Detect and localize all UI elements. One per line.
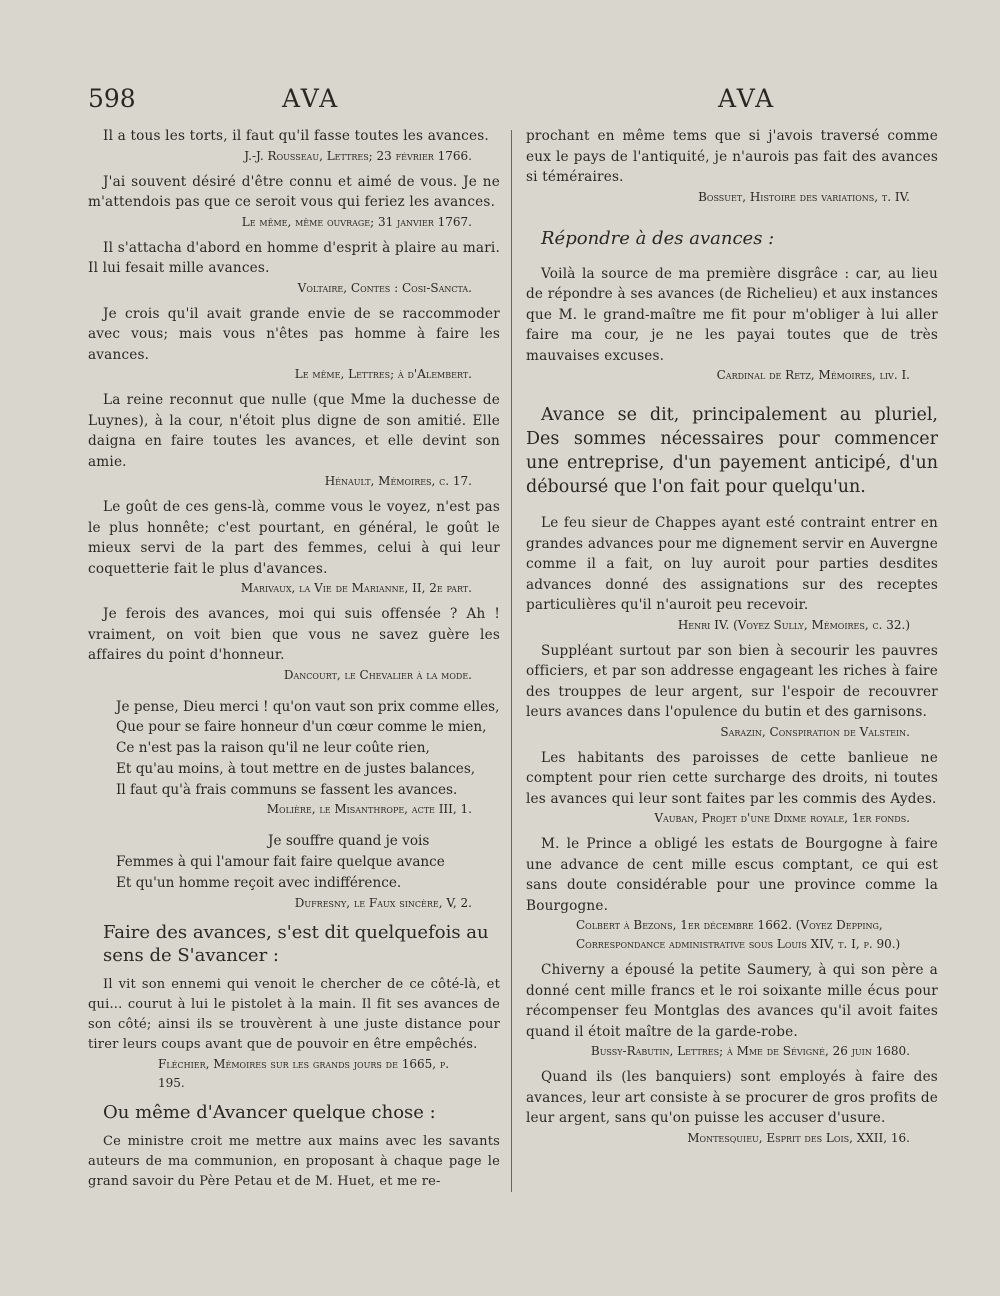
citation: Bossuet, Histoire des variations, t. IV. xyxy=(698,189,910,204)
quotation: Je crois qu'il avait grande envie de se raccommoder avec vous; mais vous n'êtes pas homme à faire les avances. xyxy=(88,305,500,363)
running-head-right: AVA xyxy=(718,84,776,113)
verse-line: Il faut qu'à frais communs se fassent les avances. xyxy=(116,781,458,798)
quotation: Il vit son ennemi qui venoit le chercher de ce côté-là, et qui... courut à lui le pistolet à la main. Il fit ses avances de son côté; ainsi ils se trouvèrent à une juste distance pour tirer leurs coups avant que de pouvoir en être empêchés. xyxy=(88,976,500,1052)
page-number: 598 xyxy=(88,84,136,113)
column-divider xyxy=(511,130,512,1192)
quotation: La reine reconnut que nulle (que Mme la duchesse de Luynes), à la cour, n'étoit plus digne de son amitié. Elle daigna en faire toutes les avances, et elle devint son amie. xyxy=(88,392,500,470)
quotation: Chiverny a épousé la petite Saumery, à qui son père a donné cent mille francs et le roi soixante mille écus pour récompenser feu Montglas des avances qu'il avoit faites quand il étoit maître de la garde-robe. xyxy=(526,962,938,1040)
citation: Voltaire, Contes : Cosi-Sancta. xyxy=(297,280,472,295)
citation: Bussy-Rabutin, Lettres; à Mme de Sévigné, 26 juin 1680. xyxy=(590,1044,910,1058)
quotation: Les habitants des paroisses de cette banlieue ne comptent pour rien cette surcharge des droits, ni toutes les avances qui leur sont faites par les commis des Aydes. xyxy=(526,749,938,807)
definition: Avance se dit, principalement au pluriel, Des sommes nécessaires pour commencer une entreprise, d'un payement anticipé, d'un déboursé que l'on fait pour quelqu'un. xyxy=(526,405,938,497)
right-column xyxy=(526,126,938,1154)
verse-line: Je pense, Dieu merci ! qu'on vaut son prix comme elles, xyxy=(116,698,500,715)
quotation: Voilà la source de ma première disgrâce : car, au lieu de répondre à ses avances (de Richelieu) et aux instances que M. le grand-maître me fit pour m'obliger à lui aller faire ma cour, je ne les payai toutes que de très mauvaises excuses. xyxy=(526,265,938,364)
quotation: J'ai souvent désiré d'être connu et aimé de vous. Je ne m'attendois pas que ce seroit vous qui feriez les avances. xyxy=(88,173,500,210)
section-heading: Ou même d'Avancer quelque chose : xyxy=(103,1101,436,1123)
running-head-left: AVA xyxy=(282,84,340,113)
quotation: prochant en même tems que si j'avois traversé comme eux le pays de l'antiquité, je n'aurois pas fait des avances si téméraires. xyxy=(526,128,938,185)
citation: Cardinal de Retz, Mémoires, liv. I. xyxy=(716,368,910,382)
citation: Dancourt, le Chevalier à la mode. xyxy=(283,667,472,682)
citation: Vauban, Projet d'une Dixme royale, 1er fonds. xyxy=(654,811,910,825)
citation: Hénault, Mémoires, c. 17. xyxy=(324,474,472,488)
citation: Colbert à Bezons, 1er décembre 1662. (Voyez Depping, Correspondance administrative sous Louis XIV, t. I, p. 90.) xyxy=(576,918,901,951)
verse-line: Femmes à qui l'amour fait faire quelque avance xyxy=(116,854,445,871)
section-heading: Faire des avances, s'est dit quelquefois au sens de S'avancer : xyxy=(103,921,489,966)
quotation: Il s'attacha d'abord en homme d'esprit à plaire au mari. Il lui fesait mille avances. xyxy=(88,239,500,276)
citation: Fléchier, Mémoires sur les grands jours de 1665, p. 195. xyxy=(158,1056,450,1090)
verse-line: Que pour se faire honneur d'un cœur comme le mien, xyxy=(116,719,487,736)
citation: J.-J. Rousseau, Lettres; 23 février 1766. xyxy=(244,148,472,163)
citation: Dufresny, le Faux sincère, V, 2. xyxy=(294,895,472,910)
citation: Montesquieu, Esprit des Lois, XXII, 16. xyxy=(687,1130,910,1145)
quotation: Je ferois des avances, moi qui suis offensée ? Ah ! vraiment, on voit bien que vous ne savez guère les affaires du point d'honneur. xyxy=(88,606,500,663)
citation: Le même, même ouvrage; 31 janvier 1767. xyxy=(241,214,472,229)
verse-line: Et qu'un homme reçoit avec indifférence. xyxy=(116,875,402,892)
quotation: M. le Prince a obligé les estats de Bourgogne à faire une advance de cent mille escus comptant, ce qui est sans doute considérable pour une province comme la Bourgogne. xyxy=(526,836,938,914)
quotation: Quand ils (les banquiers) sont employés à faire des avances, leur art consiste à se procurer de gros profits de leur argent, sans qu'on puisse les accuser d'usure. xyxy=(526,1069,938,1126)
verse-line: Ce n'est pas la raison qu'il ne leur coûte rien, xyxy=(116,740,430,757)
page-header xyxy=(0,80,1000,120)
citation: Le même, Lettres; à d'Alembert. xyxy=(294,367,472,381)
quotation: Suppléant surtout par son bien à secourir les pauvres officiers, et par son addresse engageant les riches à faire des trouppes de leur argent, sur l'espoir de recouvrer leurs avances dans l'opulence du butin et des garnisons. xyxy=(526,642,938,720)
citation: Marivaux, la Vie de Marianne, II, 2e part. xyxy=(240,581,472,595)
citation: Sarazin, Conspiration de Valstein. xyxy=(720,724,910,739)
section-heading: Répondre à des avances : xyxy=(541,227,775,249)
quotation: Le goût de ces gens-là, comme vous le voyez, n'est pas le plus honnête; c'est pourtant, en général, le goût le mieux servi de la part des femmes, celui à qui leur coquetterie fait le plus d'avances. xyxy=(88,499,500,577)
quotation: Ce ministre croit me mettre aux mains avec les savants auteurs de ma communion, en proposant à chaque page le grand savoir du Père Petau et de M. Huet, et me re- xyxy=(88,1133,500,1189)
quotation: Il a tous les torts, il faut qu'il fasse toutes les avances. xyxy=(103,128,489,144)
citation: Henri IV. (Voyez Sully, Mémoires, c. 32.) xyxy=(677,617,910,632)
left-column xyxy=(88,126,500,1192)
citation: Molière, le Misanthrope, acte III, 1. xyxy=(266,802,472,817)
quotation: Le feu sieur de Chappes ayant esté contraint entrer en grandes advances pour me dignement servir en Auvergne comme il a fait, on luy auroit pour parties desdites advances donné des assignations sur des receptes particulières qu'il n'auroit peu recevoir. xyxy=(526,515,938,613)
verse-line: Et qu'au moins, à tout mettre en de justes balances, xyxy=(116,760,476,777)
verse-line: Je souffre quand je vois xyxy=(268,833,430,850)
